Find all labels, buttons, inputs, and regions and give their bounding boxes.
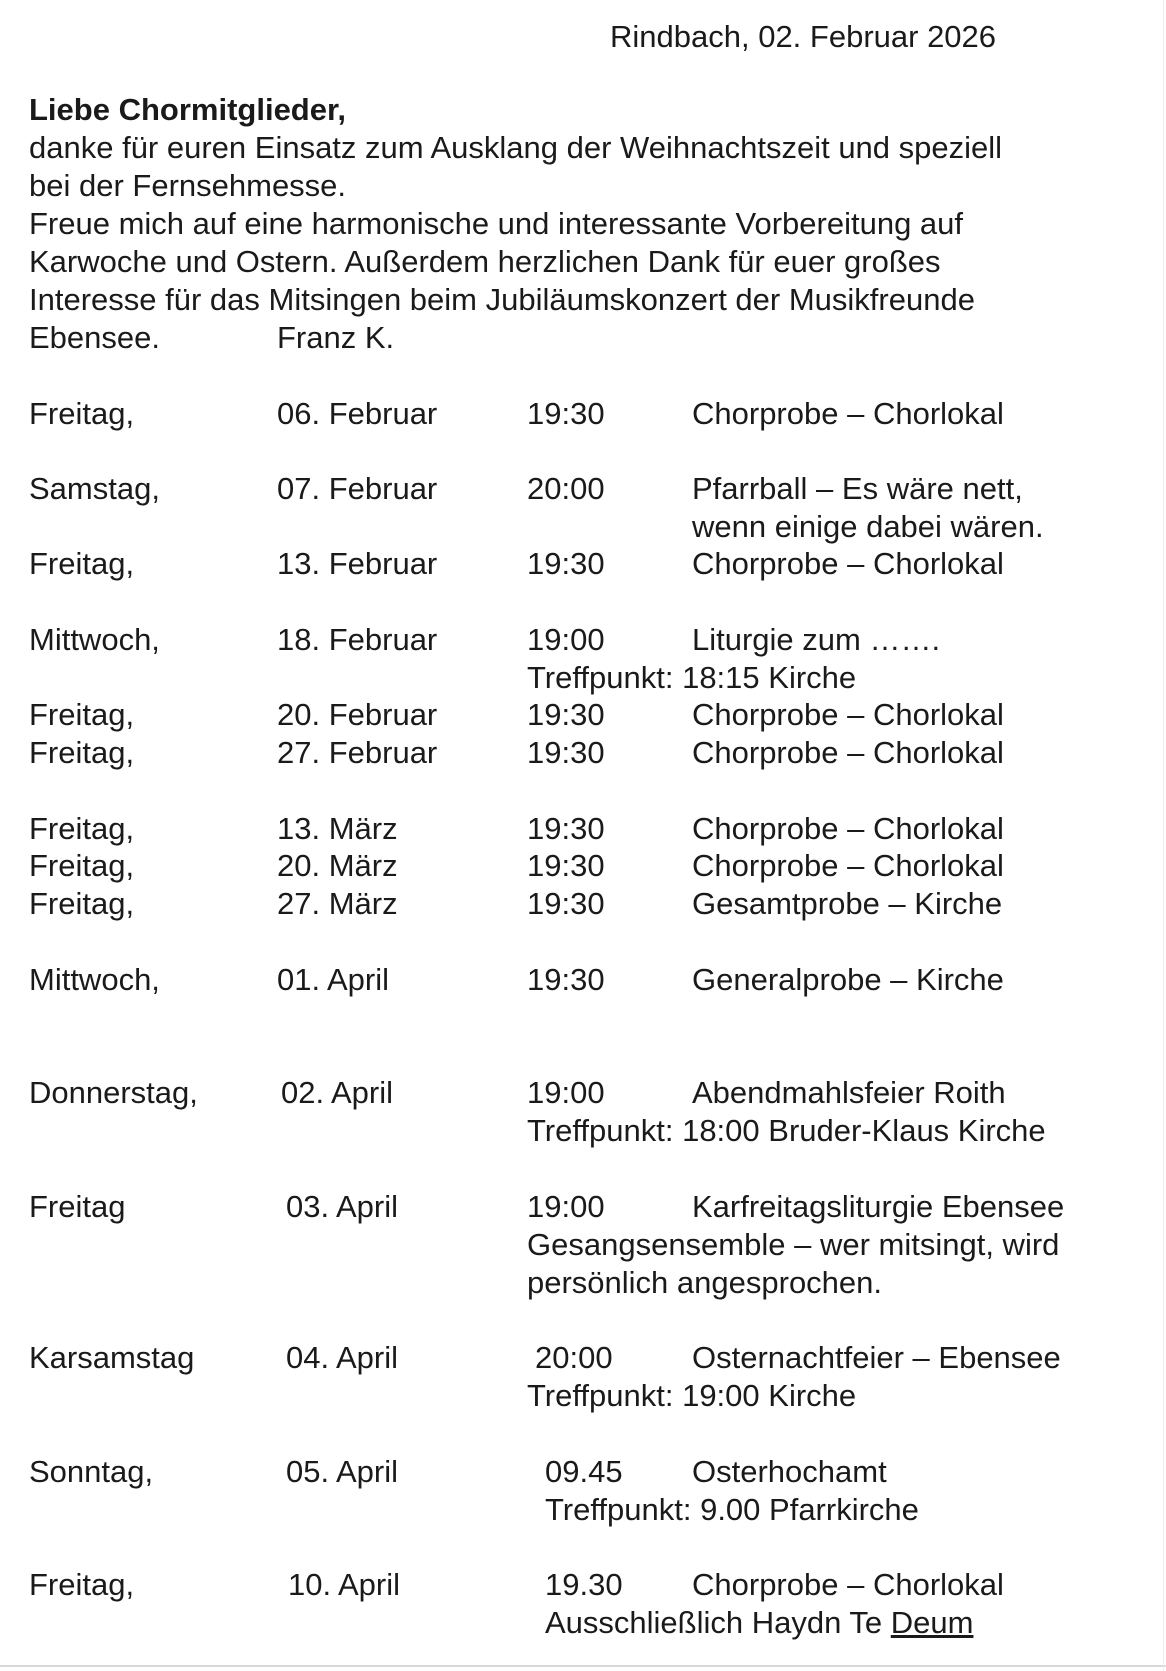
event-description: Abendmahlsfeier Roith <box>692 1075 1006 1110</box>
event-time: 19:30 <box>527 886 605 921</box>
event-description: Osterhochamt <box>692 1454 887 1489</box>
event-description: Chorprobe – Chorlokal <box>692 848 1004 883</box>
event-day: Freitag, <box>29 1567 135 1602</box>
event-day: Freitag, <box>29 546 135 581</box>
event-day: Freitag, <box>29 697 135 732</box>
event-date: 18. Februar <box>277 622 438 657</box>
letter-body-line: Ebensee. <box>29 320 160 355</box>
event-time: 20:00 <box>535 1340 613 1375</box>
event-description: Generalprobe – Kirche <box>692 962 1004 997</box>
event-day: Freitag, <box>29 811 135 846</box>
letter-body-line: Karwoche und Ostern. Außerdem herzlichen Dank für euer großes <box>29 244 941 279</box>
event-date: 03. April <box>286 1189 399 1224</box>
event-note-cont: persönlich angesprochen. <box>527 1265 883 1300</box>
place-date: Rindbach, 02. Februar 2026 <box>610 19 997 54</box>
event-description: Chorprobe – Chorlokal <box>692 811 1004 846</box>
event-day: Donnerstag, <box>29 1075 198 1110</box>
event-day: Freitag, <box>29 735 135 770</box>
event-time: 19:00 <box>527 1075 605 1110</box>
event-date: 06. Februar <box>277 396 438 431</box>
event-description: Chorprobe – Chorlokal <box>692 1567 1004 1602</box>
event-day: Mittwoch, <box>29 622 160 657</box>
letter-body-line: Interesse für das Mitsingen beim Jubiläumskonzert der Musikfreunde <box>29 282 975 317</box>
event-time: 19:30 <box>527 735 605 770</box>
event-date: 10. April <box>288 1567 401 1602</box>
event-time: 19.30 <box>545 1567 623 1602</box>
event-description-cont: wenn einige dabei wären. <box>692 509 1044 544</box>
event-day: Mittwoch, <box>29 962 160 997</box>
event-description: Chorprobe – Chorlokal <box>692 396 1004 431</box>
event-time: 09.45 <box>545 1454 623 1489</box>
event-date: 04. April <box>286 1340 399 1375</box>
event-description: Karfreitagsliturgie Ebensee <box>692 1189 1065 1224</box>
event-description: Gesamtprobe – Kirche <box>692 886 1003 921</box>
event-day: Sonntag, <box>29 1454 154 1489</box>
event-note <box>545 1604 973 1641</box>
event-time: 19:30 <box>527 697 605 732</box>
event-description: Chorprobe – Chorlokal <box>692 546 1004 581</box>
event-day: Samstag, <box>29 471 160 506</box>
signature: Franz K. <box>277 320 395 355</box>
event-day: Freitag, <box>29 886 135 921</box>
event-description: Chorprobe – Chorlokal <box>692 735 1004 770</box>
event-date: 13. März <box>277 811 398 846</box>
event-date: 20. März <box>277 848 398 883</box>
event-date: 07. Februar <box>277 471 438 506</box>
event-meeting-point: Treffpunkt: 18:00 Bruder-Klaus Kirche <box>527 1113 1046 1148</box>
event-day: Freitag <box>29 1189 126 1224</box>
letter-body-line: bei der Fernsehmesse. <box>29 168 347 203</box>
event-time: 19:30 <box>527 396 605 431</box>
page-right-edge <box>1163 0 1164 1671</box>
event-time: 19:00 <box>527 622 605 657</box>
event-time: 19:00 <box>527 1189 605 1224</box>
event-day: Freitag, <box>29 396 135 431</box>
event-time: 19:30 <box>527 962 605 997</box>
event-meeting-point: Treffpunkt: 9.00 Pfarrkirche <box>545 1492 919 1527</box>
event-note: Gesangsensemble – wer mitsingt, wird <box>527 1227 1060 1262</box>
event-description: Chorprobe – Chorlokal <box>692 697 1004 732</box>
event-time: 20:00 <box>527 471 605 506</box>
event-date: 02. April <box>281 1075 394 1110</box>
event-date: 05. April <box>286 1454 399 1489</box>
event-day: Karsamstag <box>29 1340 195 1375</box>
event-description: Pfarrball – Es wäre nett, <box>692 471 1023 506</box>
event-date: 20. Februar <box>277 697 438 732</box>
event-date: 27. Februar <box>277 735 438 770</box>
letter-body-line: danke für euren Einsatz zum Ausklang der Weihnachtszeit und speziell <box>29 130 1003 165</box>
event-day: Freitag, <box>29 848 135 883</box>
event-note-text: Ausschließlich Haydn Te <box>545 1605 891 1640</box>
event-date: 27. März <box>277 886 398 921</box>
event-time: 19:30 <box>527 546 605 581</box>
letter-body-line: Freue mich auf eine harmonische und interessante Vorbereitung auf <box>29 206 964 241</box>
event-date: 13. Februar <box>277 546 438 581</box>
event-time: 19:30 <box>527 848 605 883</box>
salutation: Liebe Chormitglieder, <box>29 92 346 127</box>
event-description: Liturgie zum ……. <box>692 622 941 657</box>
event-meeting-point: Treffpunkt: 18:15 Kirche <box>527 660 857 695</box>
event-description: Osternachtfeier – Ebensee <box>692 1340 1061 1375</box>
page-bottom-edge <box>0 1665 1166 1667</box>
event-time: 19:30 <box>527 811 605 846</box>
event-date: 01. April <box>277 962 390 997</box>
event-note-underlined: Deum <box>890 1605 974 1640</box>
event-meeting-point: Treffpunkt: 19:00 Kirche <box>527 1378 857 1413</box>
